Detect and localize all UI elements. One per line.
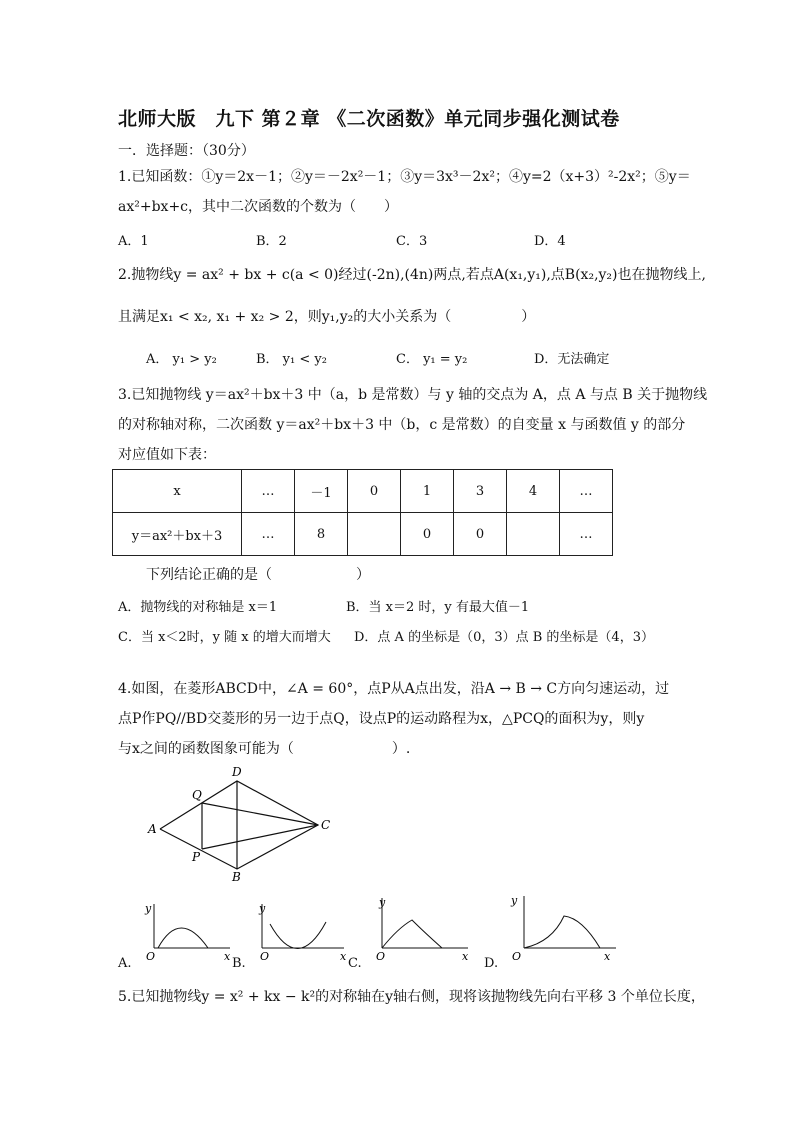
page-title: 北师大版 九下 第２章 《二次函数》单元同步强化测试卷 <box>118 108 620 130</box>
q1-option-c: C．3 <box>396 234 428 249</box>
q3-line2: 的对称轴对称，二次函数 y＝ax²＋bx＋3 中（b，c 是常数）的自变量 x 与函数值 y 的部分 <box>118 417 686 433</box>
origin-label: O <box>146 950 156 963</box>
q1-line1: 1.已知函数：①y＝2x－1；②y＝－2x²－1；③y＝3x³－2x²；④y=2（x+3）²-2x²；⑤y＝ <box>118 169 691 185</box>
table-cell <box>507 513 560 556</box>
table-cell: x <box>113 470 242 513</box>
q2-option-c: C． y₁ = y₂ <box>396 352 468 367</box>
curve <box>270 922 326 949</box>
segment-qc <box>202 803 318 825</box>
rhombus-outline <box>160 781 318 869</box>
section-heading: 一．选择题：（30分） <box>118 143 255 159</box>
table-cell: 8 <box>295 513 348 556</box>
vertex-label-b: B <box>232 870 241 884</box>
table-cell: 4 <box>507 470 560 513</box>
q3-option-c: C．当 x＜2时，y 随 x 的增大而增大 <box>118 630 331 645</box>
segment-pc <box>202 825 318 849</box>
y-label: y <box>379 896 386 909</box>
value-table <box>112 469 613 556</box>
q3-line3: 对应值如下表： <box>118 447 216 463</box>
q3-line1: 3.已知抛物线 y＝ax²＋bx＋3 中（a，b 是常数）与 y 轴的交点为 A，点 A 与点 B 关于抛物线 <box>118 387 708 403</box>
x-label: x <box>462 950 469 963</box>
vertex-label-a: A <box>148 822 157 836</box>
table-row <box>113 470 613 513</box>
origin-label: O <box>260 950 270 963</box>
table-cell: 0 <box>454 513 507 556</box>
graph-label-d: D. <box>484 956 499 971</box>
q1-option-a: A．1 <box>118 234 149 249</box>
graph-label-c: C. <box>348 956 362 971</box>
curve <box>158 928 208 948</box>
table-cell: y＝ax²＋bx＋3 <box>113 513 242 556</box>
q2-option-b: B． y₁ < y₂ <box>256 352 327 367</box>
q4-line3: 与x之间的函数图象可能为（ ）. <box>118 741 411 757</box>
q4-line1: 4.如图，在菱形ABCD中，∠A = 60°，点P从A点出发，沿A → B → C方向匀速运动，过 <box>118 681 670 697</box>
q1-option-d: D．4 <box>534 234 566 249</box>
q2-option-a: A． y₁ > y₂ <box>146 352 217 367</box>
graph-label-b: B. <box>232 956 246 971</box>
table-cell: －1 <box>295 470 348 513</box>
curve <box>382 920 442 948</box>
origin-label: O <box>376 950 386 963</box>
q2-option-d: D．无法确定 <box>534 352 610 367</box>
table-cell: … <box>560 470 613 513</box>
q3-option-a: A．抛物线的对称轴是 x＝1 <box>118 600 278 615</box>
vertex-label-c: C <box>321 818 331 832</box>
table-cell: 3 <box>454 470 507 513</box>
q1-line2: ax²+bx+c，其中二次函数的个数为（ ） <box>118 199 399 215</box>
q5-line1: 5.已知抛物线y = x² + kx − k²的对称轴在y轴右侧，现将该抛物线先向右平移 3 个单位长度， <box>118 989 705 1005</box>
q3-option-d: D．点 A 的坐标是（0，3）点 B 的坐标是（4，3） <box>354 630 654 645</box>
y-label: y <box>511 894 518 907</box>
q3-prompt: 下列结论正确的是（ ） <box>146 567 370 583</box>
graph-option-a <box>134 898 234 968</box>
y-label: y <box>259 902 266 915</box>
rhombus-figure <box>140 765 350 885</box>
graph-option-d <box>500 890 620 968</box>
q2-line2: 且满足x₁ < x₂, x₁ + x₂ > 2，则y₁,y₂的大小关系为（ ） <box>118 309 536 325</box>
vertex-label-d: D <box>232 765 242 779</box>
origin-label: O <box>512 950 522 963</box>
table-cell: 0 <box>348 470 401 513</box>
graph-option-c <box>362 892 472 968</box>
table-cell: 1 <box>401 470 454 513</box>
q1-option-b: B．2 <box>256 234 287 249</box>
graph-option-b <box>248 898 348 968</box>
table-row <box>113 513 613 556</box>
q4-line2: 点P作PQ//BD交菱形的另一边于点Q，设点P的运动路程为x，△PCQ的面积为y，则y <box>118 711 645 727</box>
q3-option-b: B．当 x＝2 时，y 有最大值－1 <box>346 600 530 615</box>
curve <box>524 916 600 948</box>
vertex-label-p: P <box>192 850 201 864</box>
table-cell: 0 <box>401 513 454 556</box>
y-label: y <box>145 902 152 915</box>
x-label: x <box>340 950 347 963</box>
table-cell: … <box>560 513 613 556</box>
table-cell <box>348 513 401 556</box>
table-cell: … <box>242 513 295 556</box>
vertex-label-q: Q <box>192 788 202 802</box>
graph-label-a: A. <box>118 956 132 971</box>
table-cell: … <box>242 470 295 513</box>
x-label: x <box>604 950 611 963</box>
q2-line1: 2.抛物线y = ax² + bx + c(a < 0)经过(-2n),(4n)两点,若点A(x₁,y₁),点B(x₂,y₂)也在抛物线上, <box>118 267 706 283</box>
x-label: x <box>224 950 231 963</box>
